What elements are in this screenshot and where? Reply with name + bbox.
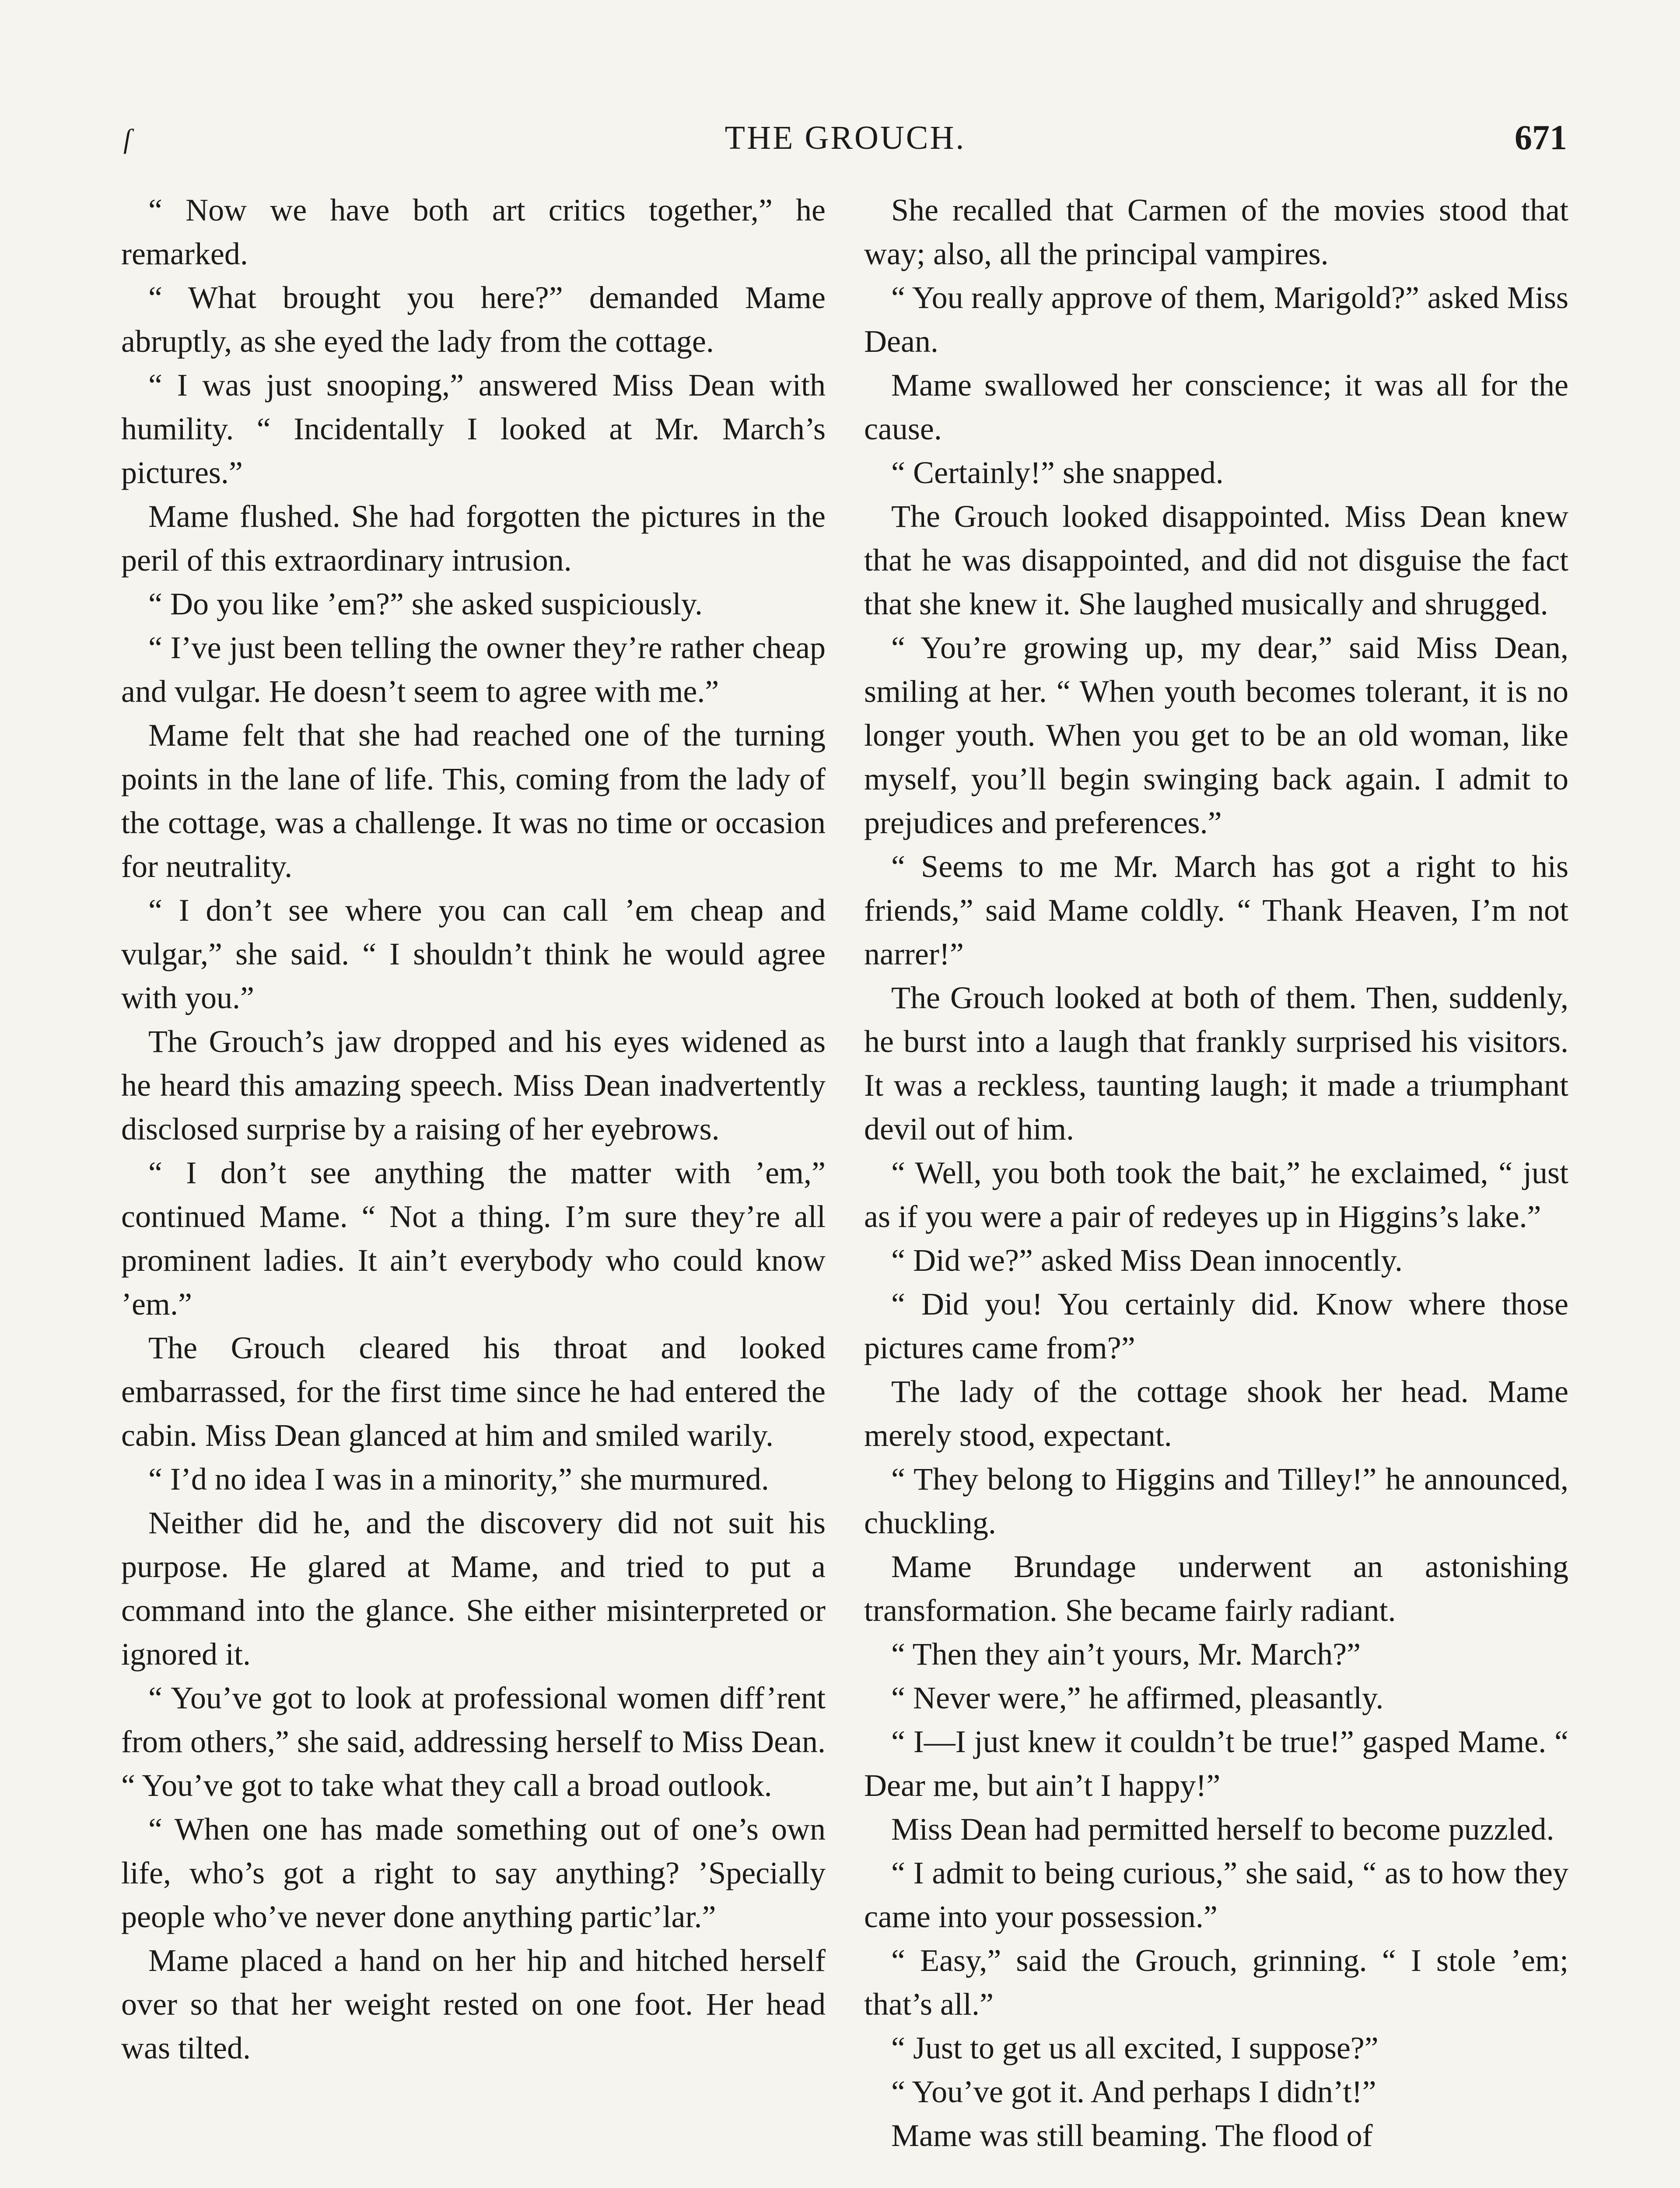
paragraph: “ Easy,” said the Grouch, grinning. “ I stole ’em; that’s all.” xyxy=(864,1943,1568,2022)
paragraph: “ I—I just knew it couldn’t be true!” gasped Mame. “ Dear me, but ain’t I happy!” xyxy=(864,1724,1568,1803)
stray-print-mark: ſ xyxy=(123,124,131,154)
paragraph: “ I’ve just been telling the owner they’re rather cheap and vulgar. He doesn’t seem to agree with me.” xyxy=(121,630,826,709)
paragraph: “ I don’t see anything the matter with ’em,” continued Mame. “ Not a thing. I’m sure they’re all prominent ladies. It ain’t everybody who could know ’em.” xyxy=(121,1155,826,1322)
paragraph: The Grouch looked disappointed. Miss Dean knew that he was disappointed, and did not disguise the fact that she knew it. She laughed musically and shrugged. xyxy=(864,499,1568,621)
paragraph: “ You’re growing up, my dear,” said Miss Dean, smiling at her. “ When youth becomes tolerant, it is no longer youth. When you get to be an old woman, like myself, you’ll begin swinging back again. I admit to prejudices and preferences.” xyxy=(864,630,1568,840)
paragraph: Mame swallowed her conscience; it was all for the cause. xyxy=(864,368,1568,446)
paragraph: Mame Brundage underwent an astonishing transformation. She became fairly radiant. xyxy=(864,1549,1568,1628)
paragraph: “ Seems to me Mr. March has got a right to his friends,” said Mame coldly. “ Thank Heaven, I’m not narrer!” xyxy=(864,849,1568,971)
paragraph: “ You really approve of them, Marigold?” asked Miss Dean. xyxy=(864,280,1568,359)
paragraph: “ I’d no idea I was in a minority,” she murmured. xyxy=(148,1462,769,1497)
paragraph: Miss Dean had permitted herself to become puzzled. xyxy=(891,1812,1554,1847)
right-column xyxy=(864,188,1568,2157)
paragraph: “ You’ve got it. And perhaps I didn’t!” xyxy=(891,2074,1376,2109)
paragraph: The Grouch’s jaw dropped and his eyes widened as he heard this amazing speech. Miss Dean inadvertently disclosed surprise by a raising of her eyebrows. xyxy=(121,1024,826,1147)
paragraph: “ Do you like ’em?” she asked suspiciously. xyxy=(148,586,703,621)
paragraph: “ Certainly!” she snapped. xyxy=(891,455,1224,490)
paragraph: The Grouch cleared his throat and looked embarrassed, for the first time since he had entered the cabin. Miss Dean glanced at him and smiled warily. xyxy=(121,1330,826,1453)
page-number: 671 xyxy=(1515,119,1567,157)
paragraph: “ What brought you here?” demanded Mame abruptly, as she eyed the lady from the cottage. xyxy=(121,280,826,359)
page-header xyxy=(123,116,1567,164)
paragraph: “ Well, you both took the bait,” he exclaimed, “ just as if you were a pair of redeyes up in Higgins’s lake.” xyxy=(864,1155,1568,1234)
paragraph: “ I don’t see where you can call ’em cheap and vulgar,” she said. “ I shouldn’t think he would agree with you.” xyxy=(121,893,826,1015)
running-title: THE GROUCH. xyxy=(724,119,966,156)
paragraph: Mame felt that she had reached one of the turning points in the lane of life. This, coming from the lady of the cottage, was a challenge. It was no time or occasion for neutrality. xyxy=(121,718,826,884)
paragraph: Mame flushed. She had forgotten the pictures in the peril of this extraordinary intrusion. xyxy=(121,499,826,578)
paragraph: Neither did he, and the discovery did not suit his purpose. He glared at Mame, and tried to put a command into the glance. She either misinterpreted or ignored it. xyxy=(121,1505,826,1672)
left-column xyxy=(121,188,826,2070)
paragraph: The lady of the cottage shook her head. Mame merely stood, expectant. xyxy=(864,1374,1568,1453)
paragraph: “ I admit to being curious,” she said, “ as to how they came into your possession.” xyxy=(864,1855,1568,1934)
paragraph: “ Just to get us all excited, I suppose?” xyxy=(891,2030,1379,2065)
paragraph: “ They belong to Higgins and Tilley!” he announced, chuckling. xyxy=(864,1462,1568,1540)
paragraph: The Grouch looked at both of them. Then, suddenly, he burst into a laugh that frankly surprised his visitors. It was a reckless, taunting laugh; it made a triumphant devil out of him. xyxy=(864,980,1568,1147)
paragraph: Mame was still beaming. The flood of xyxy=(891,2118,1373,2153)
paragraph: “ Now we have both art critics together,” he remarked. xyxy=(121,193,826,271)
paragraph: “ Did you! You certainly did. Know where those pictures came from?” xyxy=(864,1287,1568,1365)
paragraph: She recalled that Carmen of the movies stood that way; also, all the principal vampires. xyxy=(864,193,1568,271)
paragraph: “ I was just snooping,” answered Miss Dean with humility. “ Incidentally I looked at Mr. March’s pictures.” xyxy=(121,368,826,490)
paragraph: Mame placed a hand on her hip and hitched herself over so that her weight rested on one foot. Her head was tilted. xyxy=(121,1943,826,2065)
paragraph: “ You’ve got to look at professional women diff’rent from others,” she said, addressing herself to Miss Dean. “ You’ve got to take what they call a broad outlook. xyxy=(121,1680,826,1803)
paragraph: “ Did we?” asked Miss Dean innocently. xyxy=(891,1243,1403,1278)
paragraph: “ Then they ain’t yours, Mr. March?” xyxy=(891,1637,1361,1672)
paragraph: “ When one has made something out of one’s own life, who’s got a right to say anything? ’Specially people who’ve never done anything partic’lar.” xyxy=(121,1812,826,1934)
paragraph: “ Never were,” he affirmed, pleasantly. xyxy=(891,1680,1384,1715)
